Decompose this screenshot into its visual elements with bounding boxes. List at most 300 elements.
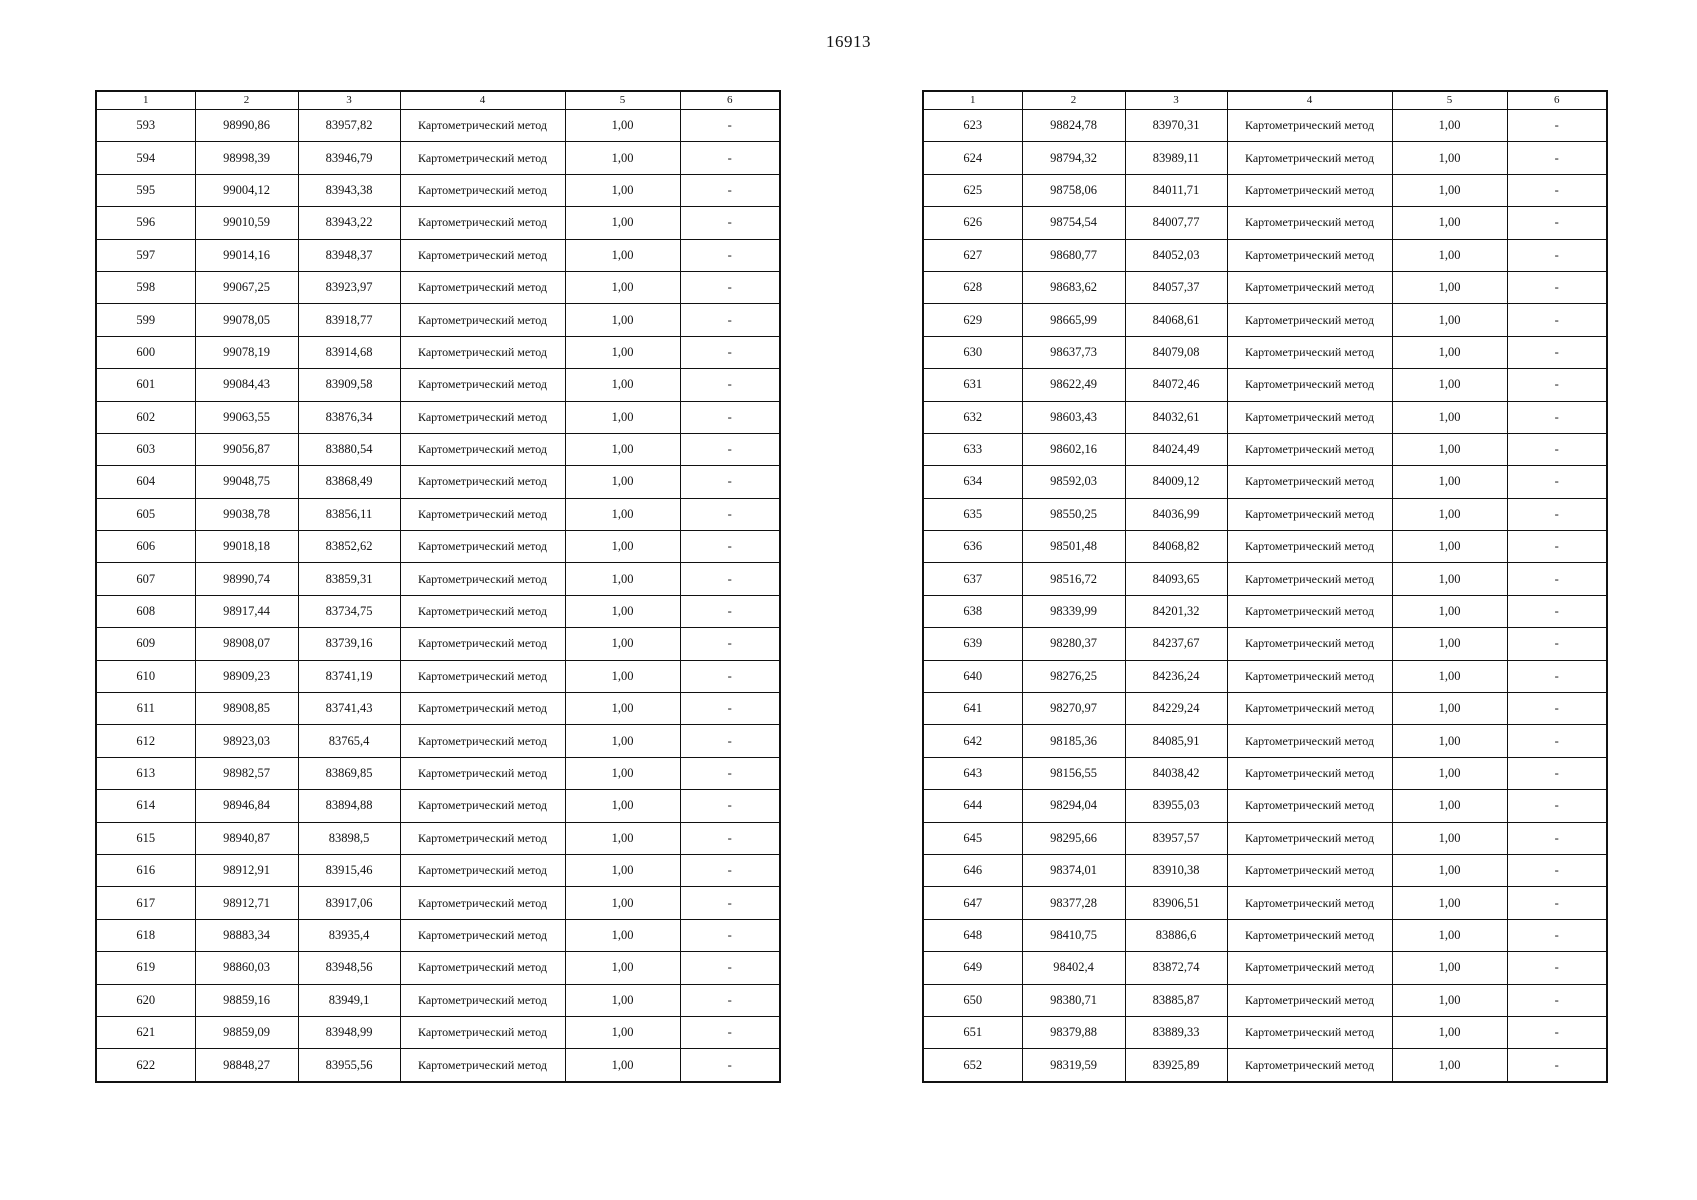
table-row (923, 854, 1607, 886)
x-coordinate-cell: 98501,48 (1022, 531, 1125, 563)
y-coordinate-cell: 83989,11 (1125, 142, 1227, 174)
column-header: 3 (298, 91, 400, 110)
note-cell: - (680, 919, 780, 951)
table-row (923, 595, 1607, 627)
point-number-cell: 615 (96, 822, 195, 854)
point-number-cell: 632 (923, 401, 1022, 433)
method-cell: Картометрический метод (1227, 1016, 1392, 1048)
x-coordinate-cell: 99084,43 (195, 369, 298, 401)
x-coordinate-cell: 98379,88 (1022, 1016, 1125, 1048)
point-number-cell: 652 (923, 1049, 1022, 1082)
method-cell: Картометрический метод (400, 725, 565, 757)
x-coordinate-cell: 98270,97 (1022, 693, 1125, 725)
point-number-cell: 614 (96, 790, 195, 822)
method-cell: Картометрический метод (400, 174, 565, 206)
table-row (96, 498, 780, 530)
x-coordinate-cell: 98156,55 (1022, 757, 1125, 789)
y-coordinate-cell: 84032,61 (1125, 401, 1227, 433)
method-cell: Картометрический метод (400, 271, 565, 303)
accuracy-cell: 1,00 (565, 1016, 680, 1048)
y-coordinate-cell: 83943,22 (298, 207, 400, 239)
table-row (96, 725, 780, 757)
accuracy-cell: 1,00 (565, 110, 680, 142)
accuracy-cell: 1,00 (565, 531, 680, 563)
y-coordinate-cell: 84011,71 (1125, 174, 1227, 206)
note-cell: - (680, 304, 780, 336)
y-coordinate-cell: 83869,85 (298, 757, 400, 789)
accuracy-cell: 1,00 (565, 369, 680, 401)
accuracy-cell: 1,00 (1392, 207, 1507, 239)
point-number-cell: 644 (923, 790, 1022, 822)
note-cell: - (680, 498, 780, 530)
y-coordinate-cell: 83894,88 (298, 790, 400, 822)
method-cell: Картометрический метод (400, 336, 565, 368)
note-cell: - (1507, 239, 1607, 271)
point-number-cell: 599 (96, 304, 195, 336)
x-coordinate-cell: 98319,59 (1022, 1049, 1125, 1082)
note-cell: - (680, 660, 780, 692)
note-cell: - (680, 531, 780, 563)
y-coordinate-cell: 84068,61 (1125, 304, 1227, 336)
table-row (923, 660, 1607, 692)
x-coordinate-cell: 99004,12 (195, 174, 298, 206)
note-cell: - (680, 207, 780, 239)
note-cell: - (1507, 1016, 1607, 1048)
accuracy-cell: 1,00 (565, 174, 680, 206)
point-number-cell: 596 (96, 207, 195, 239)
y-coordinate-cell: 83925,89 (1125, 1049, 1227, 1082)
table-row (923, 336, 1607, 368)
accuracy-cell: 1,00 (565, 336, 680, 368)
table-row (96, 919, 780, 951)
x-coordinate-cell: 98185,36 (1022, 725, 1125, 757)
accuracy-cell: 1,00 (565, 854, 680, 886)
table-row (923, 207, 1607, 239)
x-coordinate-cell: 98377,28 (1022, 887, 1125, 919)
point-number-cell: 629 (923, 304, 1022, 336)
x-coordinate-cell: 98912,71 (195, 887, 298, 919)
x-coordinate-cell: 98665,99 (1022, 304, 1125, 336)
table-row (923, 790, 1607, 822)
y-coordinate-cell: 83880,54 (298, 433, 400, 465)
note-cell: - (1507, 1049, 1607, 1082)
accuracy-cell: 1,00 (565, 142, 680, 174)
x-coordinate-cell: 98824,78 (1022, 110, 1125, 142)
table-row (96, 822, 780, 854)
accuracy-cell: 1,00 (565, 433, 680, 465)
accuracy-cell: 1,00 (1392, 304, 1507, 336)
accuracy-cell: 1,00 (565, 984, 680, 1016)
note-cell: - (1507, 628, 1607, 660)
method-cell: Картометрический метод (1227, 336, 1392, 368)
table-row (96, 336, 780, 368)
point-number-cell: 594 (96, 142, 195, 174)
accuracy-cell: 1,00 (1392, 531, 1507, 563)
x-coordinate-cell: 98940,87 (195, 822, 298, 854)
point-number-cell: 650 (923, 984, 1022, 1016)
table-row (96, 595, 780, 627)
note-cell: - (1507, 725, 1607, 757)
x-coordinate-cell: 98859,09 (195, 1016, 298, 1048)
point-number-cell: 651 (923, 1016, 1022, 1048)
note-cell: - (1507, 207, 1607, 239)
note-cell: - (1507, 984, 1607, 1016)
method-cell: Картометрический метод (400, 563, 565, 595)
table-row (96, 660, 780, 692)
x-coordinate-cell: 98982,57 (195, 757, 298, 789)
y-coordinate-cell: 84072,46 (1125, 369, 1227, 401)
y-coordinate-cell: 83852,62 (298, 531, 400, 563)
note-cell: - (680, 790, 780, 822)
y-coordinate-cell: 83741,43 (298, 693, 400, 725)
column-header: 5 (565, 91, 680, 110)
accuracy-cell: 1,00 (1392, 1049, 1507, 1082)
accuracy-cell: 1,00 (1392, 142, 1507, 174)
point-number-cell: 640 (923, 660, 1022, 692)
table-row (96, 887, 780, 919)
column-header: 4 (1227, 91, 1392, 110)
table-row (96, 693, 780, 725)
note-cell: - (680, 595, 780, 627)
y-coordinate-cell: 83915,46 (298, 854, 400, 886)
accuracy-cell: 1,00 (1392, 271, 1507, 303)
table-row (96, 142, 780, 174)
table-row (923, 239, 1607, 271)
accuracy-cell: 1,00 (1392, 887, 1507, 919)
table-row (923, 887, 1607, 919)
note-cell: - (680, 757, 780, 789)
y-coordinate-cell: 83876,34 (298, 401, 400, 433)
x-coordinate-cell: 99067,25 (195, 271, 298, 303)
note-cell: - (680, 1049, 780, 1082)
x-coordinate-cell: 98923,03 (195, 725, 298, 757)
note-cell: - (680, 110, 780, 142)
note-cell: - (680, 628, 780, 660)
method-cell: Картометрический метод (400, 693, 565, 725)
y-coordinate-cell: 83909,58 (298, 369, 400, 401)
column-header: 1 (96, 91, 195, 110)
accuracy-cell: 1,00 (565, 304, 680, 336)
y-coordinate-cell: 84236,24 (1125, 660, 1227, 692)
table-row (923, 271, 1607, 303)
method-cell: Картометрический метод (1227, 595, 1392, 627)
x-coordinate-cell: 98374,01 (1022, 854, 1125, 886)
table-row (923, 110, 1607, 142)
table-row (923, 693, 1607, 725)
table-row (923, 919, 1607, 951)
y-coordinate-cell: 83918,77 (298, 304, 400, 336)
coordinates-table-right (922, 90, 1608, 1083)
x-coordinate-cell: 98848,27 (195, 1049, 298, 1082)
x-coordinate-cell: 98758,06 (1022, 174, 1125, 206)
y-coordinate-cell: 84007,77 (1125, 207, 1227, 239)
y-coordinate-cell: 83910,38 (1125, 854, 1227, 886)
point-number-cell: 612 (96, 725, 195, 757)
table-row (96, 1016, 780, 1048)
method-cell: Картометрический метод (1227, 563, 1392, 595)
table-row (96, 174, 780, 206)
x-coordinate-cell: 98754,54 (1022, 207, 1125, 239)
method-cell: Картометрический метод (1227, 239, 1392, 271)
point-number-cell: 595 (96, 174, 195, 206)
y-coordinate-cell: 84057,37 (1125, 271, 1227, 303)
accuracy-cell: 1,00 (1392, 336, 1507, 368)
accuracy-cell: 1,00 (1392, 757, 1507, 789)
method-cell: Картометрический метод (1227, 757, 1392, 789)
note-cell: - (1507, 336, 1607, 368)
table-row (923, 401, 1607, 433)
method-cell: Картометрический метод (400, 790, 565, 822)
note-cell: - (1507, 369, 1607, 401)
x-coordinate-cell: 98883,34 (195, 919, 298, 951)
point-number-cell: 603 (96, 433, 195, 465)
x-coordinate-cell: 98622,49 (1022, 369, 1125, 401)
note-cell: - (1507, 854, 1607, 886)
x-coordinate-cell: 99010,59 (195, 207, 298, 239)
y-coordinate-cell: 83741,19 (298, 660, 400, 692)
point-number-cell: 622 (96, 1049, 195, 1082)
note-cell: - (1507, 110, 1607, 142)
y-coordinate-cell: 84237,67 (1125, 628, 1227, 660)
x-coordinate-cell: 98402,4 (1022, 952, 1125, 984)
accuracy-cell: 1,00 (565, 952, 680, 984)
y-coordinate-cell: 84085,91 (1125, 725, 1227, 757)
column-header: 1 (923, 91, 1022, 110)
note-cell: - (680, 984, 780, 1016)
point-number-cell: 646 (923, 854, 1022, 886)
note-cell: - (680, 239, 780, 271)
note-cell: - (1507, 401, 1607, 433)
method-cell: Картометрический метод (400, 854, 565, 886)
note-cell: - (680, 887, 780, 919)
method-cell: Картометрический метод (400, 887, 565, 919)
point-number-cell: 628 (923, 271, 1022, 303)
accuracy-cell: 1,00 (565, 1049, 680, 1082)
point-number-cell: 602 (96, 401, 195, 433)
note-cell: - (1507, 563, 1607, 595)
accuracy-cell: 1,00 (1392, 563, 1507, 595)
y-coordinate-cell: 84038,42 (1125, 757, 1227, 789)
method-cell: Картометрический метод (1227, 1049, 1392, 1082)
y-coordinate-cell: 83734,75 (298, 595, 400, 627)
table-row (923, 369, 1607, 401)
table-row (96, 790, 780, 822)
accuracy-cell: 1,00 (1392, 369, 1507, 401)
y-coordinate-cell: 83856,11 (298, 498, 400, 530)
method-cell: Картометрический метод (400, 952, 565, 984)
column-header: 3 (1125, 91, 1227, 110)
x-coordinate-cell: 98908,85 (195, 693, 298, 725)
x-coordinate-cell: 98917,44 (195, 595, 298, 627)
point-number-cell: 617 (96, 887, 195, 919)
note-cell: - (680, 725, 780, 757)
method-cell: Картометрический метод (1227, 304, 1392, 336)
y-coordinate-cell: 83739,16 (298, 628, 400, 660)
table-row (923, 1016, 1607, 1048)
point-number-cell: 604 (96, 466, 195, 498)
x-coordinate-cell: 98276,25 (1022, 660, 1125, 692)
y-coordinate-cell: 83885,87 (1125, 984, 1227, 1016)
x-coordinate-cell: 99048,75 (195, 466, 298, 498)
x-coordinate-cell: 98990,86 (195, 110, 298, 142)
accuracy-cell: 1,00 (565, 790, 680, 822)
accuracy-cell: 1,00 (565, 887, 680, 919)
table-row (96, 369, 780, 401)
table-row (96, 433, 780, 465)
method-cell: Картометрический метод (400, 142, 565, 174)
point-number-cell: 634 (923, 466, 1022, 498)
x-coordinate-cell: 98592,03 (1022, 466, 1125, 498)
x-coordinate-cell: 98908,07 (195, 628, 298, 660)
method-cell: Картометрический метод (1227, 887, 1392, 919)
point-number-cell: 605 (96, 498, 195, 530)
point-number-cell: 621 (96, 1016, 195, 1048)
x-coordinate-cell: 98280,37 (1022, 628, 1125, 660)
x-coordinate-cell: 98912,91 (195, 854, 298, 886)
x-coordinate-cell: 98294,04 (1022, 790, 1125, 822)
accuracy-cell: 1,00 (1392, 952, 1507, 984)
method-cell: Картометрический метод (1227, 110, 1392, 142)
method-cell: Картометрический метод (400, 595, 565, 627)
y-coordinate-cell: 84079,08 (1125, 336, 1227, 368)
note-cell: - (680, 1016, 780, 1048)
accuracy-cell: 1,00 (1392, 174, 1507, 206)
y-coordinate-cell: 83906,51 (1125, 887, 1227, 919)
note-cell: - (1507, 498, 1607, 530)
note-cell: - (1507, 304, 1607, 336)
accuracy-cell: 1,00 (1392, 110, 1507, 142)
method-cell: Картометрический метод (1227, 401, 1392, 433)
point-number-cell: 593 (96, 110, 195, 142)
y-coordinate-cell: 84052,03 (1125, 239, 1227, 271)
point-number-cell: 616 (96, 854, 195, 886)
point-number-cell: 626 (923, 207, 1022, 239)
method-cell: Картометрический метод (1227, 725, 1392, 757)
method-cell: Картометрический метод (1227, 142, 1392, 174)
table-row (96, 304, 780, 336)
method-cell: Картометрический метод (400, 919, 565, 951)
column-header: 6 (680, 91, 780, 110)
x-coordinate-cell: 98516,72 (1022, 563, 1125, 595)
point-number-cell: 611 (96, 693, 195, 725)
x-coordinate-cell: 99063,55 (195, 401, 298, 433)
method-cell: Картометрический метод (1227, 854, 1392, 886)
table-row (923, 498, 1607, 530)
note-cell: - (1507, 887, 1607, 919)
y-coordinate-cell: 83948,37 (298, 239, 400, 271)
y-coordinate-cell: 83898,5 (298, 822, 400, 854)
method-cell: Картометрический метод (400, 466, 565, 498)
note-cell: - (680, 369, 780, 401)
point-number-cell: 642 (923, 725, 1022, 757)
table-row (96, 466, 780, 498)
table-row (923, 952, 1607, 984)
accuracy-cell: 1,00 (1392, 919, 1507, 951)
x-coordinate-cell: 98339,99 (1022, 595, 1125, 627)
method-cell: Картометрический метод (400, 757, 565, 789)
point-number-cell: 630 (923, 336, 1022, 368)
method-cell: Картометрический метод (400, 531, 565, 563)
point-number-cell: 649 (923, 952, 1022, 984)
y-coordinate-cell: 83886,6 (1125, 919, 1227, 951)
note-cell: - (680, 142, 780, 174)
accuracy-cell: 1,00 (1392, 595, 1507, 627)
method-cell: Картометрический метод (400, 1016, 565, 1048)
y-coordinate-cell: 83957,57 (1125, 822, 1227, 854)
method-cell: Картометрический метод (1227, 919, 1392, 951)
table-row (96, 1049, 780, 1082)
note-cell: - (680, 336, 780, 368)
method-cell: Картометрический метод (1227, 693, 1392, 725)
note-cell: - (1507, 822, 1607, 854)
method-cell: Картометрический метод (1227, 531, 1392, 563)
point-number-cell: 620 (96, 984, 195, 1016)
method-cell: Картометрический метод (1227, 660, 1392, 692)
table-row (96, 110, 780, 142)
x-coordinate-cell: 99018,18 (195, 531, 298, 563)
table-row (96, 207, 780, 239)
y-coordinate-cell: 83949,1 (298, 984, 400, 1016)
method-cell: Картометрический метод (1227, 984, 1392, 1016)
coordinates-table-left (95, 90, 781, 1083)
table-row (923, 725, 1607, 757)
table-row (96, 401, 780, 433)
x-coordinate-cell: 98909,23 (195, 660, 298, 692)
x-coordinate-cell: 98603,43 (1022, 401, 1125, 433)
table-row (923, 757, 1607, 789)
point-number-cell: 633 (923, 433, 1022, 465)
accuracy-cell: 1,00 (1392, 1016, 1507, 1048)
x-coordinate-cell: 98998,39 (195, 142, 298, 174)
accuracy-cell: 1,00 (1392, 854, 1507, 886)
accuracy-cell: 1,00 (565, 725, 680, 757)
table-row (96, 563, 780, 595)
point-number-cell: 636 (923, 531, 1022, 563)
y-coordinate-cell: 84201,32 (1125, 595, 1227, 627)
accuracy-cell: 1,00 (565, 271, 680, 303)
accuracy-cell: 1,00 (565, 401, 680, 433)
x-coordinate-cell: 98295,66 (1022, 822, 1125, 854)
accuracy-cell: 1,00 (1392, 628, 1507, 660)
point-number-cell: 638 (923, 595, 1022, 627)
y-coordinate-cell: 83859,31 (298, 563, 400, 595)
point-number-cell: 610 (96, 660, 195, 692)
x-coordinate-cell: 98946,84 (195, 790, 298, 822)
accuracy-cell: 1,00 (1392, 693, 1507, 725)
method-cell: Картометрический метод (1227, 271, 1392, 303)
x-coordinate-cell: 98794,32 (1022, 142, 1125, 174)
table-row (923, 628, 1607, 660)
table-row (96, 984, 780, 1016)
method-cell: Картометрический метод (400, 433, 565, 465)
table-header-row (96, 91, 780, 110)
x-coordinate-cell: 98860,03 (195, 952, 298, 984)
note-cell: - (680, 563, 780, 595)
accuracy-cell: 1,00 (565, 822, 680, 854)
method-cell: Картометрический метод (400, 304, 565, 336)
method-cell: Картометрический метод (1227, 207, 1392, 239)
method-cell: Картометрический метод (400, 498, 565, 530)
table-row (96, 531, 780, 563)
column-header: 5 (1392, 91, 1507, 110)
x-coordinate-cell: 99078,05 (195, 304, 298, 336)
note-cell: - (1507, 919, 1607, 951)
column-header: 2 (195, 91, 298, 110)
note-cell: - (680, 822, 780, 854)
table-row (923, 304, 1607, 336)
point-number-cell: 618 (96, 919, 195, 951)
accuracy-cell: 1,00 (1392, 239, 1507, 271)
